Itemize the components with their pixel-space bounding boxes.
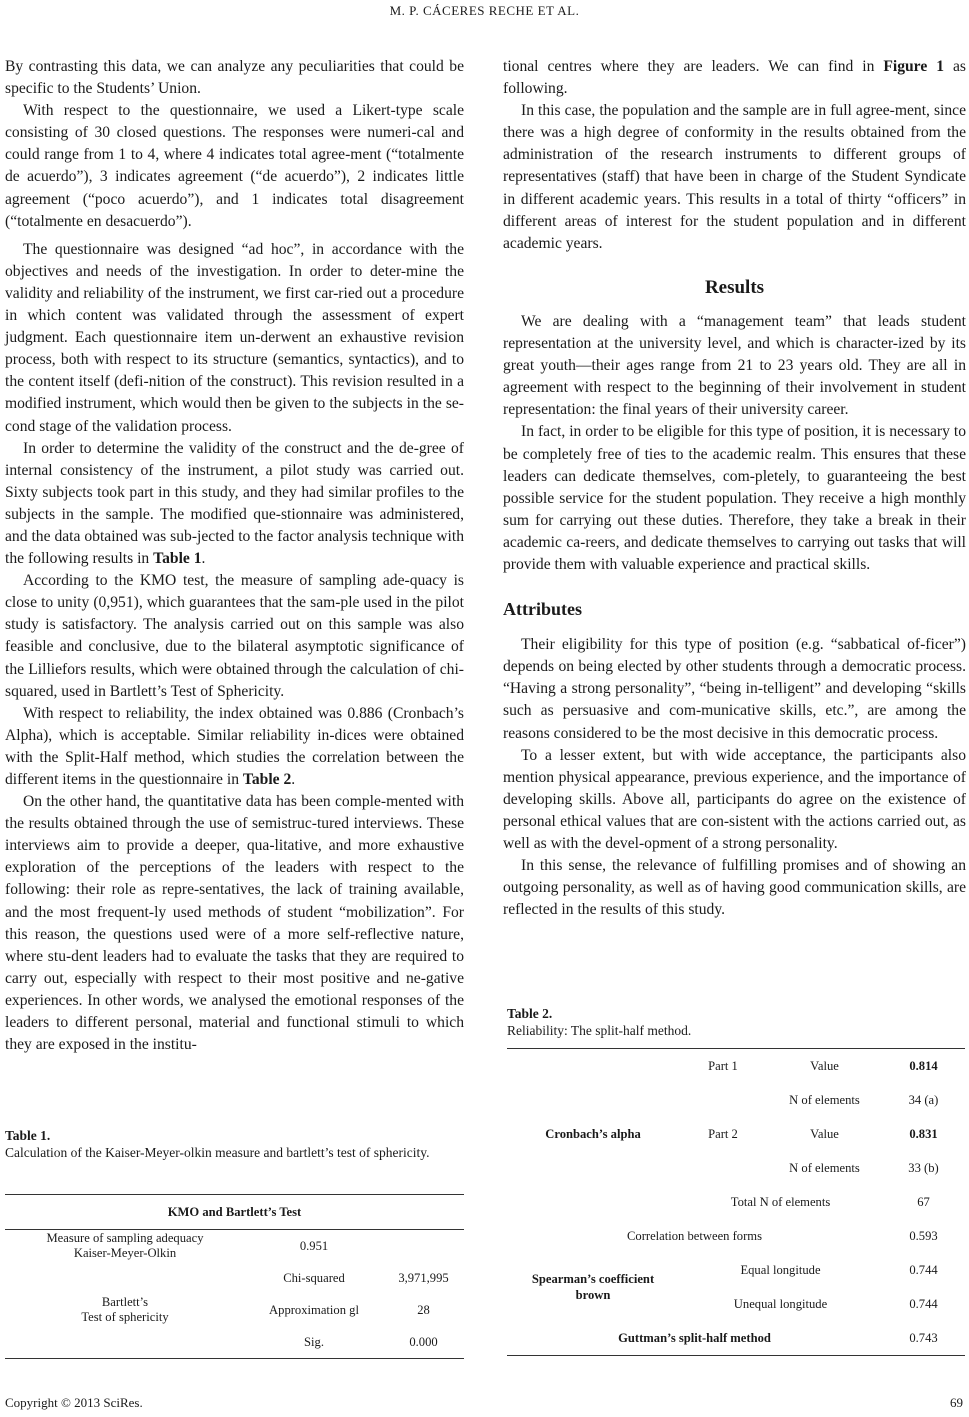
table1-caption-text: Calculation of the Kaiser-Meyer-olkin measure and bartlett’s test of sphericity. bbox=[5, 1144, 430, 1160]
table1-header: KMO and Bartlett’s Test bbox=[5, 1195, 464, 1230]
body-paragraph: On the other hand, the quantitative data has been comple-mented with the results obtained through the use of semistruc-tured interviews. These interviews aim to provide a deeper, qua-litative, and more exhaustive exploration of the perceptions of the leaders with respect to the following: their role as repre-sentatives, the lack of training available, and the most frequent-ly used methods of student “mobilization”. For this reason, the questions used were of a more self-reflective nature, where stu-dent leaders had to evaluate the tasks that they are required to carry out, especially with respect to their most positive and ne-gative experiences. In other words, we analysed the emotional responses of the leaders to different personal, material and functional stimuli to which they are exposed in the institu- bbox=[5, 793, 464, 1054]
part2-n: 33 (b) bbox=[908, 1160, 939, 1175]
table1-row-label: Approximation gl bbox=[269, 1302, 359, 1317]
table2 bbox=[507, 1048, 965, 1356]
kmo-label: Measure of sampling adequacy Kaiser-Meyer-Olkin bbox=[46, 1231, 204, 1260]
body-paragraph: tional centres where they are leaders. We can find in Figure 1 as following. bbox=[503, 58, 966, 98]
unequal-longitude-label: Unequal longitude bbox=[733, 1296, 828, 1311]
part2-label: Part 2 bbox=[708, 1126, 738, 1141]
body-paragraph: By contrasting this data, we can analyze any peculiarities that could be specific to the Students’ Union. bbox=[5, 58, 464, 98]
correlation-label: Correlation between forms bbox=[627, 1228, 762, 1243]
copyright-footer: Copyright © 2013 SciRes. bbox=[5, 1395, 143, 1410]
body-paragraph: With respect to reliability, the index obtained was 0.886 (Cronbach’s Alpha), which is acceptable. Similar reliability in-dices were obtained with the Split-Half method, which studies the correlation between the different items in the questionnaire in Table 2. bbox=[5, 704, 464, 788]
part1-value: 0.814 bbox=[909, 1058, 938, 1073]
body-paragraph: In order to determine the validity of the construct and the de-gree of internal consistency of the instrument, a pilot study was carried out. Sixty subjects took part in this study, and they had similar profiles to the subjects in the sample. The modified que-stionnaire was administered, and the data obtained was sub-jected to the factor analysis technique with the following results in Table 1. bbox=[5, 439, 464, 568]
body-paragraph: According to the KMO test, the measure of sampling ade-quacy is close to unity (0,951), which guarantees that the sam-ple used in the pilot study is satisfactory. The analysis carried out on this sample was also feasible and conclusive, due to the bilateral asymptotic significance of the Lilliefors results, which were obtained through the calculation of chi-squared, used in Bartlett’s Test of Sphericity. bbox=[5, 572, 464, 700]
body-paragraph: Their eligibility for this type of position (e.g. “sabbatical of-ficer”) depends on being elected by other students through a democratic process. “Having a strong personality”, “being in-telligent” and developing “skills such as persuasive and com-municative skills, etc.”, are among the reasons considered to be the most decisive in this democratic process. bbox=[503, 636, 966, 742]
guttman-value: 0.743 bbox=[909, 1330, 938, 1345]
figure-reference[interactable]: Figure 1 bbox=[883, 58, 945, 75]
body-paragraph: In this case, the population and the sample are in full agree-ment, since there was a high degree of conformity in the results obtained from the administration of the research instruments to different groups of representatives (staff) that have been in charge of the Student Syndicate in different academic years. This results in a total of thirty “officers” in different areas of interest for the student population and in different academic years. bbox=[503, 102, 966, 252]
table1-row-value: 0.000 bbox=[383, 1326, 464, 1359]
table-reference[interactable]: Table 1 bbox=[153, 550, 202, 568]
total-n-value: 67 bbox=[917, 1194, 930, 1209]
n-elements-label: N of elements bbox=[789, 1160, 860, 1175]
table1-label: Table 1. bbox=[5, 1128, 51, 1143]
value-label: Value bbox=[810, 1126, 839, 1141]
equal-longitude-label: Equal longitude bbox=[740, 1262, 821, 1277]
table1-row-label: Chi-squared bbox=[283, 1270, 345, 1285]
total-n-label: Total N of elements bbox=[730, 1194, 831, 1209]
correlation-value: 0.593 bbox=[909, 1228, 938, 1243]
table1 bbox=[5, 1194, 464, 1359]
table1-row-value: 3,971,995 bbox=[398, 1270, 449, 1285]
table1-row-value: 28 bbox=[417, 1302, 430, 1317]
unequal-longitude-value: 0.744 bbox=[909, 1296, 938, 1311]
body-paragraph: To a lesser extent, but with wide acceptance, the participants also mention physical appearance, previous experience, and the importance of developing skills. Above all, participants do agree on the existence of personal ethical values that are con-sistent with the actions carried out, as well as with the devel-opment of a strong personality. bbox=[503, 746, 966, 852]
right-column bbox=[503, 56, 966, 921]
table2-caption bbox=[507, 1006, 965, 1039]
body-paragraph: With respect to the questionnaire, we used a Likert-type scale consisting of 30 closed questions. The responses were numeri-cal and could range from 1 to 4, where 4 indicates total agree-ment (“totalmente de acuerdo”), 3 indicates agreement (“de acuerdo”), 2 indicates little agreement (“poco acuerdo”), and 1 indicates total disagreement (“totalmente en desacuerdo”). bbox=[5, 102, 464, 230]
part1-n: 34 (a) bbox=[908, 1092, 939, 1107]
table-reference[interactable]: Table 2 bbox=[242, 771, 292, 788]
part2-value: 0.831 bbox=[909, 1126, 938, 1141]
cronbach-label: Cronbach’s alpha bbox=[545, 1126, 641, 1141]
table1-caption bbox=[5, 1128, 464, 1161]
page-number: 69 bbox=[950, 1395, 963, 1410]
body-paragraph: In fact, in order to be eligible for this type of position, it is necessary to be completely free of ties to the academic realm. This ensures that these leaders can dedicate themselves, com-pletely, to guaranteeing the best possible service for the student population. They receive a high monthly sum for carrying out these duties. Therefore, they take a break in their academic ca-reers, and dedicate themselves to carrying out tasks that will provide them with valuable experience and practical skills. bbox=[503, 423, 966, 573]
attributes-heading: Attributes bbox=[503, 599, 582, 620]
kmo-value: 0.951 bbox=[299, 1238, 329, 1253]
n-elements-label: N of elements bbox=[789, 1092, 860, 1107]
bartlett-label: Bartlett’s Test of sphericity bbox=[5, 1262, 245, 1359]
guttman-label: Guttman’s split-half method bbox=[618, 1330, 771, 1345]
running-head: M. P. CÁCERES RECHE ET AL. bbox=[389, 3, 580, 18]
results-heading: Results bbox=[704, 276, 765, 298]
table2-label: Table 2. bbox=[507, 1006, 553, 1021]
table2-caption-text: Reliability: The split-half method. bbox=[507, 1022, 692, 1038]
value-label: Value bbox=[810, 1058, 839, 1073]
body-paragraph: In this sense, the relevance of fulfilling promises and of showing an outgoing personality, as well as of having good communication skills, are reflected in the results of this study. bbox=[503, 857, 966, 919]
left-column bbox=[5, 56, 464, 1056]
body-paragraph: The questionnaire was designed “ad hoc”, in accordance with the objectives and needs of the investigation. In order to deter-mine the validity and reliability of the instrument, we first car-ried out a procedure in which content was validated through the assessment of expert judgment. Each questionnaire item un-derwent an exhaustive revision process, both with respect to its structure (semantics, syntactics), and to the content itself (defi-nition of the construct). This revision resulted in a modified instrument, which would then be given to the subjects in the se-cond stage of the validation process. bbox=[5, 240, 464, 435]
body-paragraph: We are dealing with a “management team” that leads student representation at the university level, and which is character-ized by its great youth—their ages range from 21 to 23 years old. They are all in agreement with respect to the beginning of their involvement in student representation: the final years of their university career. bbox=[503, 312, 966, 419]
part1-label: Part 1 bbox=[708, 1058, 738, 1073]
equal-longitude-value: 0.744 bbox=[909, 1262, 938, 1277]
spearman-label: Spearman’s coefficient brown bbox=[531, 1272, 655, 1302]
table1-row-label: Sig. bbox=[245, 1326, 383, 1359]
